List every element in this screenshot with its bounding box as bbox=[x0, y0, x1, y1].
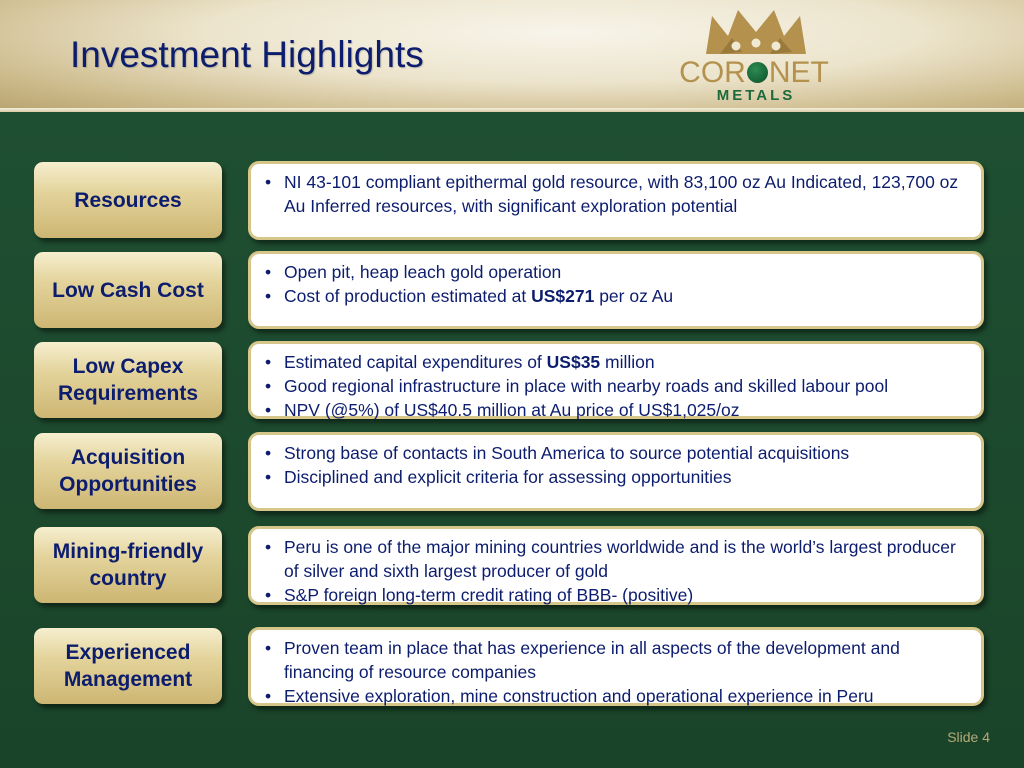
bullet-text: S&P foreign long-term credit rating of BBB- (positive) bbox=[284, 585, 694, 605]
bullet-text: Good regional infrastructure in place with nearby roads and skilled labour pool bbox=[284, 376, 889, 396]
bullet-item bbox=[263, 636, 963, 684]
bullet-item bbox=[263, 374, 963, 398]
bullet-text: NI 43-101 compliant epithermal gold resource, with 83,100 oz Au Indicated, 123,700 oz Au Inferred resources, with significant exploration potential bbox=[284, 172, 959, 216]
bullet-text: million bbox=[600, 352, 655, 372]
bullet-text: per oz Au bbox=[594, 286, 674, 306]
bullet-list bbox=[263, 170, 963, 218]
slide-title: Investment Highlights bbox=[70, 34, 424, 75]
highlight-bullet-box bbox=[248, 627, 984, 706]
bullet-list bbox=[263, 350, 963, 422]
highlight-label: Low Capex Requirements bbox=[57, 355, 199, 405]
bullet-text: NPV (@5%) of US$40.5 million at Au price of US$1,025/oz bbox=[284, 400, 740, 420]
highlight-bullet-box bbox=[248, 251, 984, 329]
bullet-list bbox=[263, 260, 963, 308]
bullet-bold-value: US$35 bbox=[546, 352, 601, 372]
highlight-bullet-box bbox=[248, 341, 984, 419]
bullet-list bbox=[263, 441, 963, 489]
bullet-item bbox=[263, 350, 963, 374]
logo-word-before: COR bbox=[679, 56, 746, 89]
bullet-text: Cost of production estimated at bbox=[284, 286, 532, 306]
bullet-text: Proven team in place that has experience in all aspects of the development and financing of resource companies bbox=[284, 638, 900, 682]
highlight-label: Experienced Management bbox=[63, 641, 193, 691]
bullet-item bbox=[263, 441, 963, 465]
highlight-label: Acquisition Opportunities bbox=[59, 446, 197, 496]
bullet-list bbox=[263, 535, 963, 607]
highlight-label-box bbox=[34, 162, 222, 238]
bullet-item bbox=[263, 465, 963, 489]
logo-green-o-icon bbox=[747, 62, 768, 83]
highlight-label-box bbox=[34, 342, 222, 418]
bullet-item bbox=[263, 684, 963, 708]
bullet-text: Disciplined and explicit criteria for assessing opportunities bbox=[284, 467, 732, 487]
logo-subword: METALS bbox=[716, 87, 796, 104]
bullet-text: Extensive exploration, mine construction and operational experience in Peru bbox=[284, 686, 874, 706]
bullet-text: Estimated capital expenditures of bbox=[284, 352, 547, 372]
slide-number: Slide 4 bbox=[947, 729, 990, 745]
highlight-bullet-box bbox=[248, 161, 984, 240]
bullet-list bbox=[263, 636, 963, 708]
highlight-label: Mining-friendly country bbox=[52, 540, 204, 590]
bullet-item bbox=[263, 284, 963, 308]
highlight-label-box bbox=[34, 527, 222, 603]
logo-word-after: NET bbox=[768, 56, 829, 89]
bullet-item bbox=[263, 398, 963, 422]
highlight-label: Low Cash Cost bbox=[52, 278, 204, 302]
bullet-text: Peru is one of the major mining countries worldwide and is the world’s largest producer of silver and sixth largest producer of gold bbox=[284, 537, 956, 581]
highlight-label-box bbox=[34, 252, 222, 328]
bullet-item bbox=[263, 260, 963, 284]
highlight-label: Resources bbox=[74, 188, 182, 212]
coronet-metals-logo bbox=[676, 8, 836, 104]
bullet-bold-value: US$271 bbox=[531, 286, 595, 306]
highlight-bullet-box bbox=[248, 432, 984, 511]
bullet-item bbox=[263, 583, 963, 607]
highlight-bullet-box bbox=[248, 526, 984, 605]
bullet-text: Strong base of contacts in South America to source potential acquisitions bbox=[284, 443, 850, 463]
bullet-item bbox=[263, 535, 963, 583]
highlight-label-box bbox=[34, 628, 222, 704]
bullet-text: Open pit, heap leach gold operation bbox=[284, 262, 562, 282]
highlight-label-box bbox=[34, 433, 222, 509]
logo-wordmark bbox=[676, 58, 832, 88]
bullet-item bbox=[263, 170, 963, 218]
